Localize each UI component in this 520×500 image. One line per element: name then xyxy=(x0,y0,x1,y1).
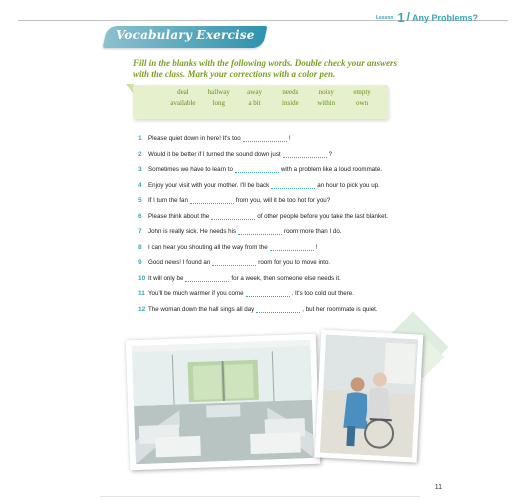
page-number: 11 xyxy=(434,484,442,491)
sentence-end: . It's too cold out there. xyxy=(291,290,354,298)
item-number: 1 xyxy=(138,135,142,143)
lesson-divider: / xyxy=(406,10,410,24)
exercise-item xyxy=(138,240,438,256)
word-bank-item: noisy xyxy=(318,88,334,96)
sentence-start: I can hear you shouting all the way from the xyxy=(148,243,268,251)
sentence-start: You'll be much warmer if you come xyxy=(148,290,244,298)
footer-rule xyxy=(100,496,420,497)
exercise-item xyxy=(138,271,438,287)
sentence-start: It will only be xyxy=(148,274,184,282)
item-number: 11 xyxy=(138,290,145,298)
word-bank xyxy=(165,88,380,107)
answer-blank[interactable] xyxy=(246,290,290,297)
word-bank-item: empty xyxy=(353,88,371,96)
hospital-ward-illustration xyxy=(132,340,314,464)
sentence-end: of other people before you take the last blanket. xyxy=(257,212,388,220)
answer-blank[interactable] xyxy=(256,306,300,313)
hospital-ward-image xyxy=(132,340,314,464)
answer-blank[interactable] xyxy=(271,182,315,189)
sentence-end: ? xyxy=(328,150,333,158)
sentence-end: for a week, then someone else needs it. xyxy=(231,274,341,282)
sentence-end: room more than I do. xyxy=(284,228,342,236)
exercise-item xyxy=(138,286,438,302)
sentence-start: Please quiet down in here! It's too xyxy=(148,135,241,143)
word-bank-item: away xyxy=(247,88,262,96)
sentence-end: ! xyxy=(315,243,318,251)
item-number: 9 xyxy=(138,259,142,267)
exercise-item xyxy=(138,162,438,178)
answer-blank[interactable] xyxy=(212,259,256,266)
answer-blank[interactable] xyxy=(238,228,282,235)
item-number: 7 xyxy=(138,228,142,236)
exercise-item xyxy=(138,302,438,318)
item-number: 2 xyxy=(138,150,142,158)
sentence-end: from you, will it be too hot for you? xyxy=(235,197,331,205)
word-bank-item: hallway xyxy=(207,88,230,96)
answer-blank[interactable] xyxy=(211,213,255,220)
sentence-start: John is really sick. He needs his xyxy=(148,228,237,236)
exercise-item xyxy=(138,255,438,271)
item-number: 5 xyxy=(138,197,142,205)
lesson-header xyxy=(376,12,478,23)
sentence-end: room for you to move into. xyxy=(258,259,331,267)
exercise-item xyxy=(138,178,438,194)
sentence-start: Sometimes we have to learn to xyxy=(148,166,233,174)
sentence-start: If I turn the fan xyxy=(148,197,188,205)
instructions: Fill in the blanks with the following words. Double check your answers with the class. Mark your corrections with a color pen. xyxy=(133,58,398,79)
sentence-end: ! xyxy=(288,135,291,143)
answer-blank[interactable] xyxy=(283,151,327,158)
lesson-number: 1 xyxy=(397,10,405,25)
answer-blank[interactable] xyxy=(185,275,229,282)
item-number: 4 xyxy=(138,181,142,189)
sentence-end: , but her roommate is quiet. xyxy=(302,305,378,313)
word-bank-item: long xyxy=(212,99,225,107)
answer-blank[interactable] xyxy=(270,244,314,251)
exercise-item xyxy=(138,224,438,240)
word-bank-item: available xyxy=(170,99,196,107)
word-bank-item: own xyxy=(356,99,369,107)
item-number: 10 xyxy=(138,274,146,282)
word-bank-item: within xyxy=(317,99,336,107)
lesson-title: Any Problems? xyxy=(411,13,478,23)
sentence-end: an hour to pick you up. xyxy=(317,181,380,189)
sentence-start: The woman down the hall sings all day xyxy=(148,305,255,313)
exercise-item xyxy=(138,131,438,147)
item-number: 12 xyxy=(138,305,146,313)
exercise-list xyxy=(138,131,438,317)
sentence-start: Enjoy your visit with your mother. I'll be back xyxy=(148,181,270,189)
word-bank-item: a bit xyxy=(248,99,261,107)
answer-blank[interactable] xyxy=(235,166,279,173)
answer-blank[interactable] xyxy=(190,197,234,204)
hospital-ward-photo xyxy=(126,334,320,471)
sentence-start: Please think about the xyxy=(148,212,210,220)
item-number: 8 xyxy=(138,243,142,251)
lesson-label: Lesson xyxy=(375,15,394,21)
section-title: Vocabulary Exercise xyxy=(116,28,255,42)
exercise-item xyxy=(138,193,438,209)
sentence-start: Good news! I found an xyxy=(148,259,211,267)
word-bank-item: inside xyxy=(282,99,299,107)
word-bank-item: needs xyxy=(282,88,299,96)
item-number: 3 xyxy=(138,166,142,174)
nurse-patient-image xyxy=(320,335,418,458)
nurse-patient-photo xyxy=(315,329,424,462)
answer-blank[interactable] xyxy=(243,135,287,142)
sentence-end: with a problem like a loud roommate. xyxy=(280,166,383,174)
item-number: 6 xyxy=(138,212,142,220)
exercise-item xyxy=(138,147,438,163)
sentence-start: Would it be better if I turned the sound down just xyxy=(148,150,281,158)
nurse-patient-illustration xyxy=(320,335,418,458)
word-bank-item: deal xyxy=(177,88,189,96)
exercise-item xyxy=(138,209,438,225)
